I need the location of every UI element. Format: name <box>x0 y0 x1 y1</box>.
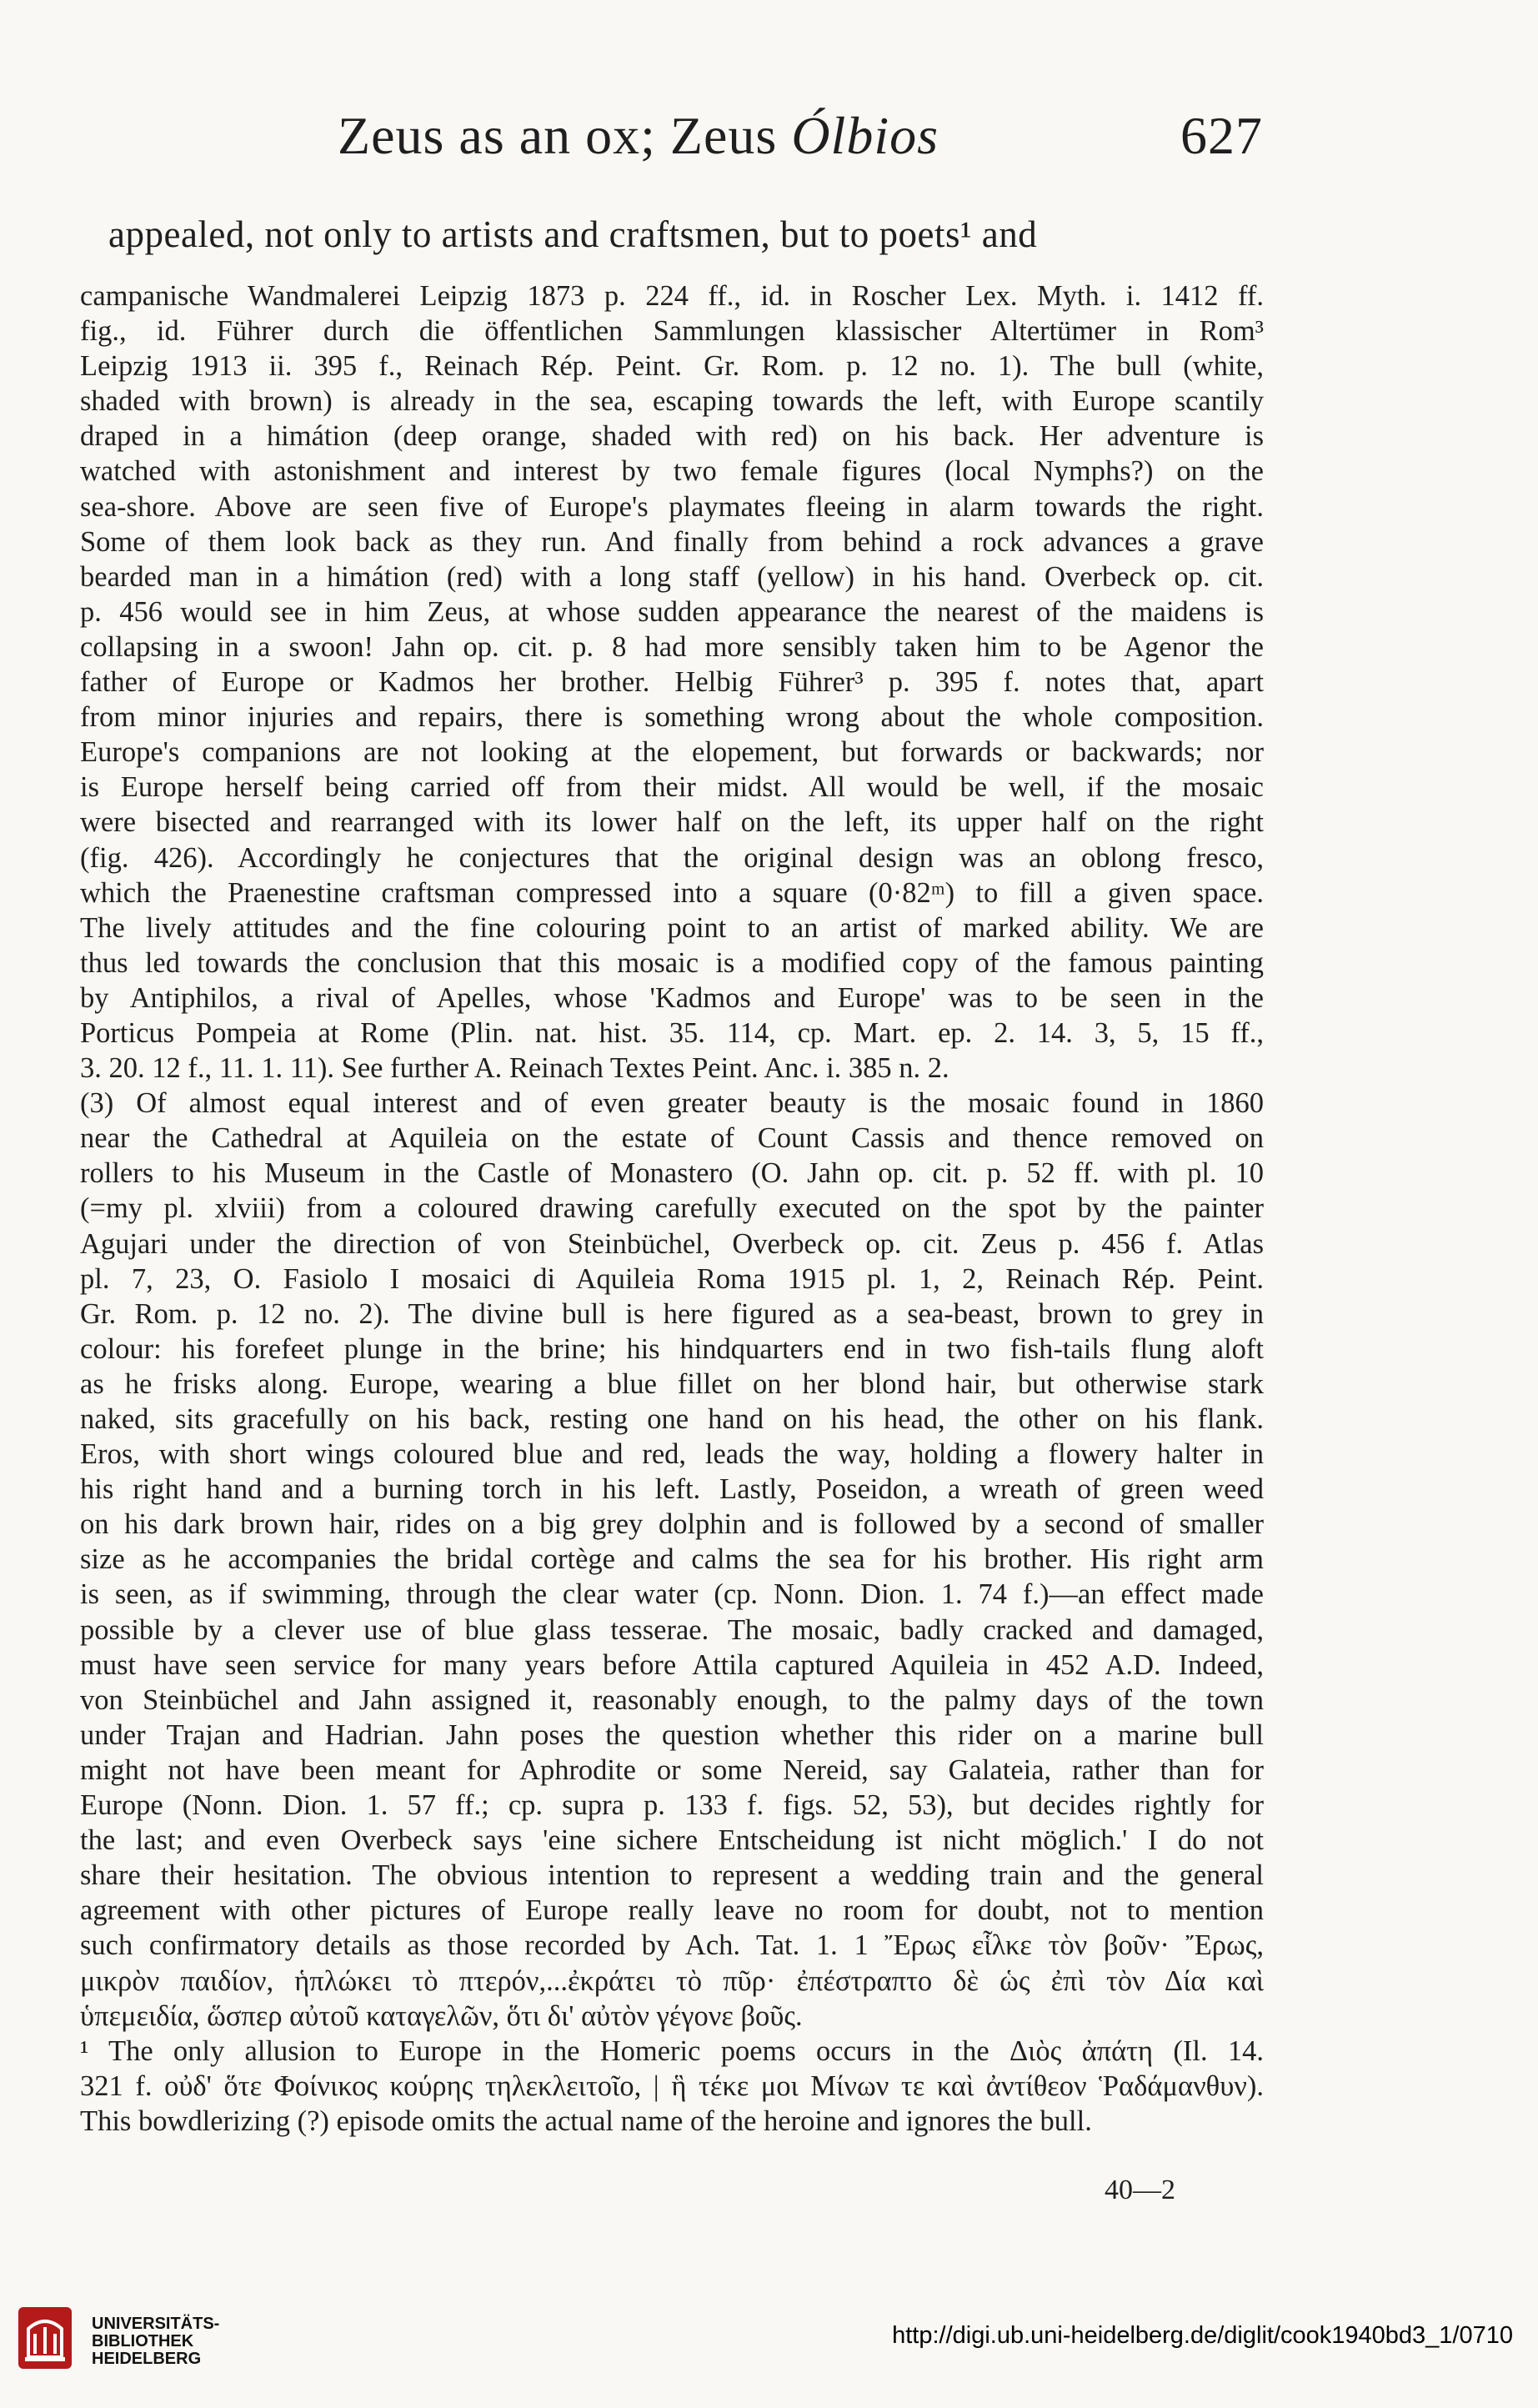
text-line: father of Europe or Kadmos her brother. Helbig Führer³ p. 395 f. notes that, apart <box>80 666 1264 699</box>
text-line: Porticus Pompeia at Rome (Plin. nat. hist. 35. 114, cp. Mart. ep. 2. 14. 3, 5, 15 ff., <box>80 1016 1264 1049</box>
printer-signature: 40—2 <box>1105 2175 1175 2205</box>
text-line: rollers to his Museum in the Castle of Monastero (O. Jahn op. cit. p. 52 ff. with pl. 10 <box>80 1157 1264 1190</box>
text-line: fig., id. Führer durch die öffentlichen Sammlungen klassischer Altertümer in Rom³ <box>80 315 1264 348</box>
text-line: his right hand and a burning torch in his left. Lastly, Poseidon, a wreath of green weed <box>80 1473 1264 1506</box>
text-line: agreement with other pictures of Europe really leave no room for doubt, not to mention <box>80 1894 1264 1927</box>
text-line: colour: his forefeet plunge in the brine; his hindquarters end in two fish-tails flung aloft <box>80 1332 1264 1365</box>
text-line: is Europe herself being carried off from their midst. All would be well, if the mosaic <box>80 771 1264 804</box>
text-line: size as he accompanies the bridal cortège and calms the sea for his brother. His right arm <box>80 1543 1264 1576</box>
text-line: μικρὸν παιδίον, ἡπλώκει τὸ πτερόν,...ἐκράτει τὸ πῦρ· ἐπέστραπτο δὲ ὡς ἐπὶ τὸν Δία καὶ <box>80 1964 1264 1997</box>
text-line: watched with astonishment and interest by two female figures (local Nymphs?) on the <box>80 455 1264 488</box>
source-url-link[interactable]: http://digi.ub.uni-heidelberg.de/diglit/cook1940bd3_1/0710 <box>892 2322 1513 2349</box>
lead-text-line: appealed, not only to artists and craftsmen, but to poets¹ and <box>108 213 1038 255</box>
running-title-italic: Ólbios <box>791 106 939 165</box>
text-line: the last; and even Overbeck says 'eine sichere Entscheidung ist nicht möglich.' I do not <box>80 1824 1264 1857</box>
text-line: Leipzig 1913 ii. 395 f., Reinach Rép. Peint. Gr. Rom. p. 12 no. 1). The bull (white, <box>80 350 1264 383</box>
text-line: near the Cathedral at Aquileia on the estate of Count Cassis and thence removed on <box>80 1122 1264 1155</box>
library-name <box>92 2315 219 2368</box>
text-line: p. 456 would see in him Zeus, at whose sudden appearance the nearest of the maidens is <box>80 595 1264 628</box>
text-line: Agujari under the direction of von Steinbüchel, Overbeck op. cit. Zeus p. 456 f. Atlas <box>80 1227 1264 1260</box>
text-line: The lively attitudes and the fine colouring point to an artist of marked ability. We are <box>80 911 1264 944</box>
text-line: pl. 7, 23, O. Fasiolo I mosaici di Aquileia Roma 1915 pl. 1, 2, Reinach Rép. Peint. <box>80 1262 1264 1295</box>
running-title <box>338 105 939 167</box>
text-line: by Antiphilos, a rival of Apelles, whose 'Kadmos and Europe' was to be seen in the <box>80 981 1264 1014</box>
running-header <box>329 98 1263 173</box>
text-line: which the Praenestine craftsman compressed into a square (0·82ᵐ) to fill a given space. <box>80 876 1264 909</box>
text-line: from minor injuries and repairs, there is something wrong about the whole composition. <box>80 701 1264 734</box>
text-line: (=my pl. xlviii) from a coloured drawing carefully executed on the spot by the painter <box>80 1192 1264 1225</box>
running-title-plain: Zeus as an ox; Zeus <box>338 106 792 165</box>
library-name-line: UNIVERSITÄTS- <box>92 2315 220 2333</box>
text-line: were bisected and rearranged with its lower half on the left, its upper half on the right <box>80 806 1264 839</box>
text-line: bearded man in a himátion (red) with a long staff (yellow) in his hand. Overbeck op. cit. <box>80 560 1264 593</box>
footnote-body <box>80 278 1264 2139</box>
text-line: must have seen service for many years before Attila captured Aquileia in 452 A.D. Indeed, <box>80 1648 1264 1681</box>
text-line: (fig. 426). Accordingly he conjectures that the original design was an oblong fresco, <box>80 841 1264 874</box>
text-line: thus led towards the conclusion that this mosaic is a modified copy of the famous painting <box>80 946 1264 979</box>
text-line: collapsing in a swoon! Jahn op. cit. p. 8 had more sensibly taken him to be Agenor the <box>80 630 1264 663</box>
text-line: such confirmatory details as those recorded by Ach. Tat. 1. 1 Ἔρως εἷλκε τὸν βοῦν· Ἔρως, <box>80 1929 1264 1962</box>
text-line: might not have been meant for Aphrodite or some Nereid, say Galateia, rather than for <box>80 1753 1264 1786</box>
text-line: This bowdlerizing (?) episode omits the actual name of the heroine and ignores the bull. <box>80 2104 1092 2137</box>
text-line: 321 f. οὐδ' ὅτε Φοίνικος κούρης τηλεκλειτοῖο, | ἣ τέκε μοι Μίνων τε καὶ ἀντίθεον Ῥαδάμανθυν). <box>80 2069 1264 2102</box>
page-number: 627 <box>1180 106 1263 165</box>
university-library-seal-icon <box>17 2305 73 2370</box>
text-line: Eros, with short wings coloured blue and red, leads the way, holding a flowery halter in <box>80 1438 1264 1471</box>
text-line: sea-shore. Above are seen five of Europe's playmates fleeing in alarm towards the right. <box>80 490 1264 523</box>
library-name-line: BIBLIOTHEK <box>92 2332 194 2350</box>
library-footer <box>0 2297 1538 2380</box>
text-line: possible by a clever use of blue glass tesserae. The mosaic, badly cracked and damaged, <box>80 1613 1264 1646</box>
text-line: under Trajan and Hadrian. Jahn poses the question whether this rider on a marine bull <box>80 1718 1264 1751</box>
text-line: campanische Wandmalerei Leipzig 1873 p. 224 ff., id. in Roscher Lex. Myth. i. 1412 ff. <box>80 280 1264 312</box>
library-name-line: HEIDELBERG <box>92 2350 202 2368</box>
text-line: ὑπεμειδία, ὥσπερ αὐτοῦ καταγελῶν, ὅτι δι' αὐτὸν γέγονε βοῦς. <box>80 1999 803 2032</box>
text-line: Europe's companions are not looking at the elopement, but forwards or backwards; nor <box>80 736 1264 769</box>
text-line: 3. 20. 12 f., 11. 1. 11). See further A. Reinach Textes Peint. Anc. i. 385 n. 2. <box>80 1052 949 1085</box>
text-line: as he frisks along. Europe, wearing a blue fillet on her blond hair, but otherwise stark <box>80 1367 1264 1400</box>
text-line: (3) Of almost equal interest and of even greater beauty is the mosaic found in 1860 <box>80 1087 1264 1120</box>
text-line: is seen, as if swimming, through the clear water (cp. Nonn. Dion. 1. 74 f.)—an effect made <box>80 1578 1264 1611</box>
text-line: Gr. Rom. p. 12 no. 2). The divine bull is here figured as a sea-beast, brown to grey in <box>80 1297 1264 1330</box>
text-line: Europe (Nonn. Dion. 1. 57 ff.; cp. supra p. 133 f. figs. 52, 53), but decides rightly for <box>80 1789 1264 1822</box>
text-line: Some of them look back as they run. And finally from behind a rock advances a grave <box>80 525 1264 558</box>
text-line: on his dark brown hair, rides on a big grey dolphin and is followed by a second of smaller <box>80 1508 1264 1541</box>
text-line: von Steinbüchel and Jahn assigned it, reasonably enough, to the palmy days of the town <box>80 1683 1264 1716</box>
text-line: ¹ The only allusion to Europe in the Homeric poems occurs in the Διὸς ἀπάτη (Il. 14. <box>80 2034 1264 2067</box>
text-line: shaded with brown) is already in the sea, escaping towards the left, with Europe scantily <box>80 385 1264 418</box>
text-line: draped in a himátion (deep orange, shaded with red) on his back. Her adventure is <box>80 420 1264 453</box>
text-line: share their hesitation. The obvious intention to represent a wedding train and the general <box>80 1859 1264 1892</box>
text-line: naked, sits gracefully on his back, resting one hand on his head, the other on his flank. <box>80 1403 1264 1435</box>
